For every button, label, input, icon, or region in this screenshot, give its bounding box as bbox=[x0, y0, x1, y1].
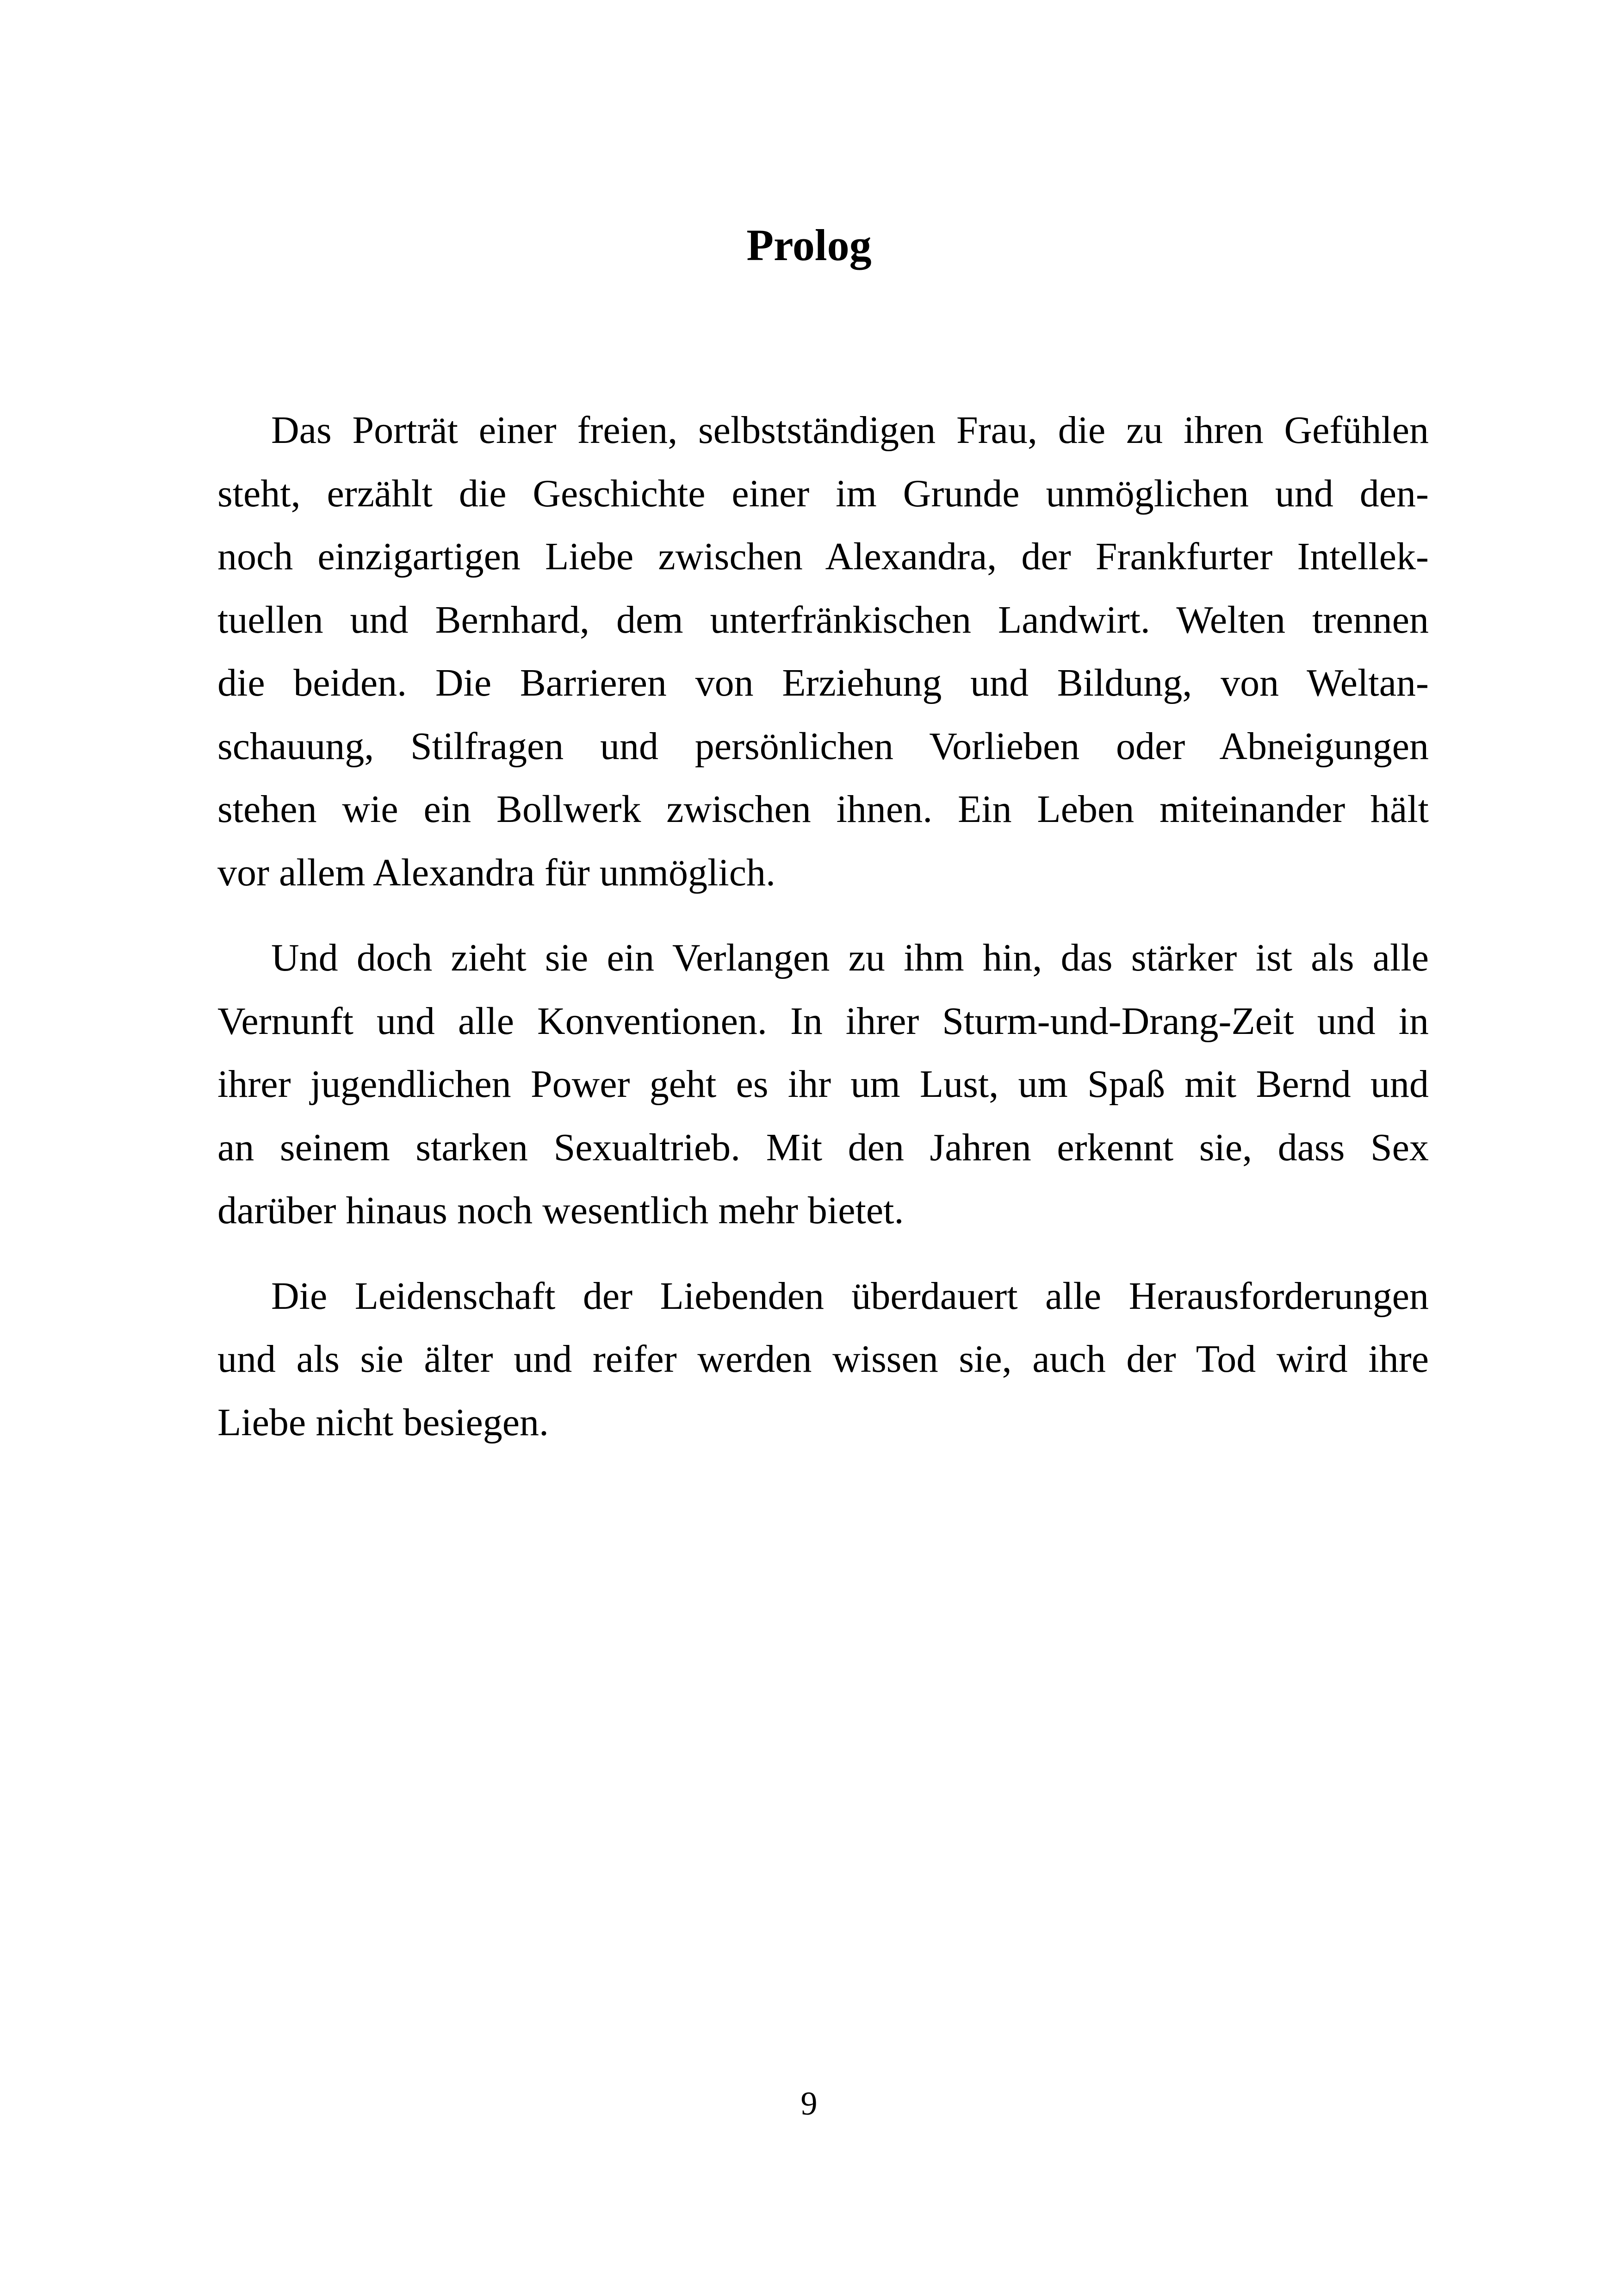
text-line: Die Leidenschaft der Liebenden überdauert alle Herausforderungen bbox=[271, 1274, 1429, 1318]
text-line: Und doch zieht sie ein Verlangen zu ihm hin, das stärker ist als alle bbox=[271, 936, 1429, 979]
page-title: Prolog bbox=[746, 220, 872, 270]
paragraph-1 bbox=[217, 399, 1429, 904]
text-line: und als sie älter und reifer werden wissen sie, auch der Tod wird ihre bbox=[217, 1338, 1429, 1381]
text-line: stehen wie ein Bollwerk zwischen ihnen. Ein Leben miteinander hält bbox=[217, 788, 1429, 831]
text-line: schauung, Stilfragen und persönlichen Vorlieben oder Abneigungen bbox=[217, 724, 1429, 768]
text-line: Vernunft und alle Konventionen. In ihrer Sturm-und-Drang-Zeit und in bbox=[217, 999, 1429, 1043]
text-line: darüber hinaus noch wesentlich mehr bietet. bbox=[217, 1189, 904, 1232]
text-line: ihrer jugendlichen Power geht es ihr um Lust, um Spaß mit Bernd und bbox=[217, 1063, 1429, 1106]
text-line: noch einzigartigen Liebe zwischen Alexandra, der Frankfurter Intellek- bbox=[217, 535, 1429, 578]
page-number: 9 bbox=[800, 2085, 818, 2122]
text-line: tuellen und Bernhard, dem unterfränkischen Landwirt. Welten trennen bbox=[217, 598, 1429, 641]
text-line: vor allem Alexandra für unmöglich. bbox=[217, 851, 775, 894]
paragraph-3 bbox=[217, 1265, 1429, 1455]
text-line: steht, erzählt die Geschichte einer im Grunde unmöglichen und den- bbox=[217, 472, 1429, 515]
text-line: Das Porträt einer freien, selbstständigen Frau, die zu ihren Gefühlen bbox=[271, 409, 1429, 452]
body-text bbox=[217, 399, 1429, 1476]
text-line: Liebe nicht besiegen. bbox=[217, 1400, 549, 1444]
text-line: an seinem starken Sexualtrieb. Mit den Jahren erkennt sie, dass Sex bbox=[217, 1126, 1429, 1169]
paragraph-2 bbox=[217, 927, 1429, 1243]
text-line: die beiden. Die Barrieren von Erziehung und Bildung, von Weltan- bbox=[217, 661, 1429, 704]
